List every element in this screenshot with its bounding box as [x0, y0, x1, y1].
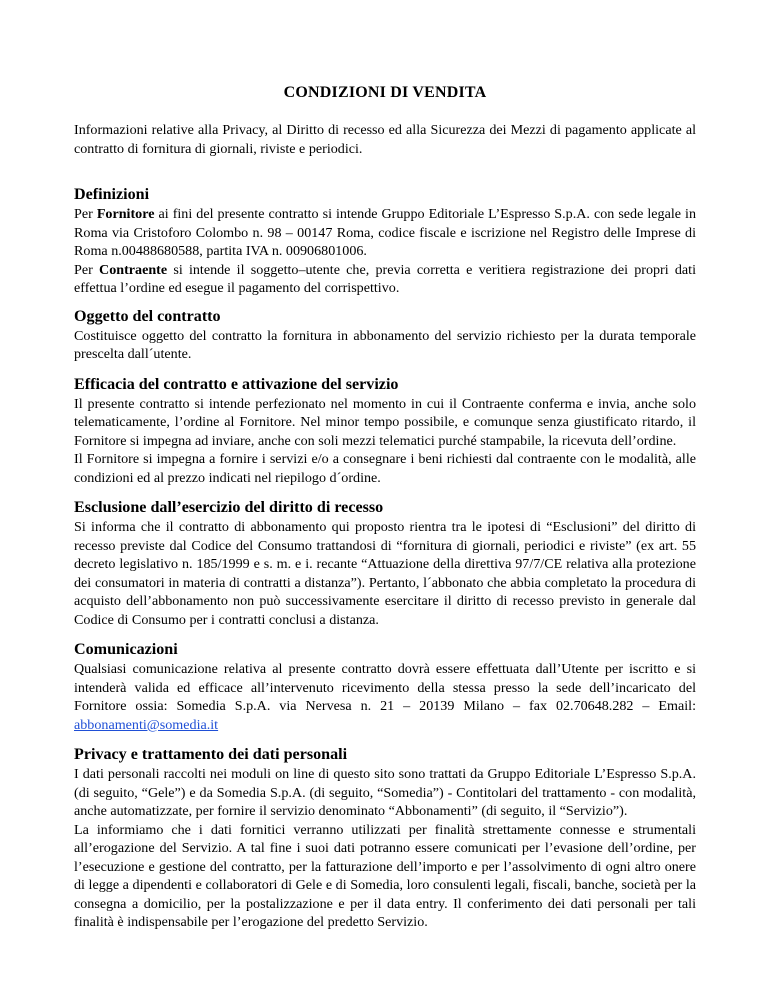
term-fornitore: Fornitore [96, 206, 155, 222]
efficacia-paragraph-2: Il Fornitore si impegna a fornire i servizi e/o a consegnare i beni richiesti dal contraente con le modalità, alle condizioni ed al prezzo indicati nel riepilogo d´ordine. [74, 451, 696, 486]
privacy-paragraph-2: La informiamo che i dati fornitici verranno utilizzati per finalità strettamente connesse e strumentali all’erogazione del Servizio. A tal fine i suoi dati potranno essere comunicati per l’evasione dell’ordine, per l’esecuzione e gestione del contratto, per la fatturazione dell’importo e per l’assolvimento di ogni altro onere di legge a dipendenti e collaboratori di Gele e di Somedia, loro consulenti legali, fiscali, banche, società per la consegna a domicilio, per la postalizzazione e per il data entry. Il conferimento dei dati personali per tali finalità è indispensabile per l’erogazione del predetto Servizio. [74, 821, 696, 930]
section-heading-privacy: Privacy e trattamento dei dati personali [74, 746, 348, 763]
intro-paragraph: Informazioni relative alla Privacy, al Diritto di recesso ed alla Sicurezza dei Mezzi di pagamento applicate al contratto di fornitura di giornali, riviste e periodici. [74, 122, 696, 157]
efficacia-paragraph-1: Il presente contratto si intende perfezionato nel momento in cui il Contraente conferma e invia, anche solo telematicamente, l’ordine al Fornitore. Nel minor tempo possibile, e comunque senza giustificato ritardo, il Fornitore si impegna ad inviare, anche con soli mezzi telematici purché stampabile, la ricevuta dell’ordine. [74, 395, 696, 449]
section-heading-oggetto: Oggetto del contratto [74, 307, 221, 325]
comunicazioni-text: Qualsiasi comunicazione relativa al presente contratto dovrà essere effettuata dall’Utente per iscritto e si intenderà valida ed efficace all’intervenuto ricevimento della stessa presso la sede dell’incaricato del Fornitore ossia: Somedia S.p.A. via Nervesa n. 21 – 20139 Milano – fax 02.70648.282 – Email: [74, 661, 696, 714]
esclusione-paragraph: Si informa che il contratto di abbonamento qui proposto rientra tra le ipotesi di “Esclusioni” del diritto di recesso previste dal Codice del Consumo trattandosi di “fornitura di giornali, periodici e riviste” (ex art. 55 decreto legislativo n. 185/1999 e s. m. e i. recante “Attuazione della direttiva 97/7/CE relativa alla protezione dei consumatori in materia di contratti a distanza”). Pertanto, l´abbonato che abbia completato la procedura di acquisto dell’abbonamento non può successivamente esercitare il diritto di recesso previsto in generale dal Codice di Consumo per i contratti conclusi a distanza. [74, 519, 696, 628]
sections-container [74, 185, 696, 944]
email-link[interactable]: abbonamenti@somedia.it [74, 716, 219, 733]
section-heading-efficacia: Efficacia del contratto e attivazione del servizio [74, 375, 399, 393]
section-privacy [74, 745, 696, 932]
privacy-paragraph-1: I dati personali raccolti nei moduli on line di questo sito sono trattati da Gruppo Editoriale L’Espresso S.p.A. (di seguito, “Gele”) e da Somedia S.p.A. (di seguito, “Somedia”) - Contitolari del trattamento - con modalità, anche automatizzate, per fornire il servizio denominato “Abbonamenti” (di seguito, il “Servizio”). [74, 766, 696, 819]
section-definizioni [74, 185, 696, 298]
section-efficacia [74, 375, 696, 488]
definizioni-p1-post: ai fini del presente contratto si intende Gruppo Editoriale L’Espresso S.p.A. con sede legale in Roma via Cristoforo Colombo n. 98 – 00147 Roma, codice fiscale e iscrizione nel Registro delle Imprese di Roma n.00488680588, partita IVA n. 00906801006. [74, 206, 696, 259]
definizioni-paragraph-fornitore [74, 205, 696, 261]
section-heading-definizioni: Definizioni [74, 186, 150, 203]
section-heading-esclusione: Esclusione dall’esercizio del diritto di recesso [74, 499, 384, 516]
section-oggetto [74, 307, 696, 364]
comunicazioni-paragraph [74, 660, 696, 734]
definizioni-p1-pre: Per [74, 206, 97, 222]
section-comunicazioni [74, 640, 696, 734]
definizioni-p2-post: si intende il soggetto–utente che, previa corretta e veritiera registrazione dei propri dati effettua l’ordine ed esegue il pagamento del corrispettivo. [74, 261, 697, 296]
oggetto-paragraph: Costituisce oggetto del contratto la fornitura in abbonamento del servizio richiesto per la durata temporale prescelta dall´utente. [74, 327, 696, 362]
term-contraente: Contraente [99, 261, 168, 278]
section-heading-comunicazioni: Comunicazioni [74, 641, 178, 658]
definizioni-p2-pre: Per [74, 261, 100, 278]
definizioni-paragraph-contraente [74, 261, 696, 298]
document-title: CONDIZIONI DI VENDITA [283, 84, 487, 101]
section-esclusione [74, 498, 696, 629]
